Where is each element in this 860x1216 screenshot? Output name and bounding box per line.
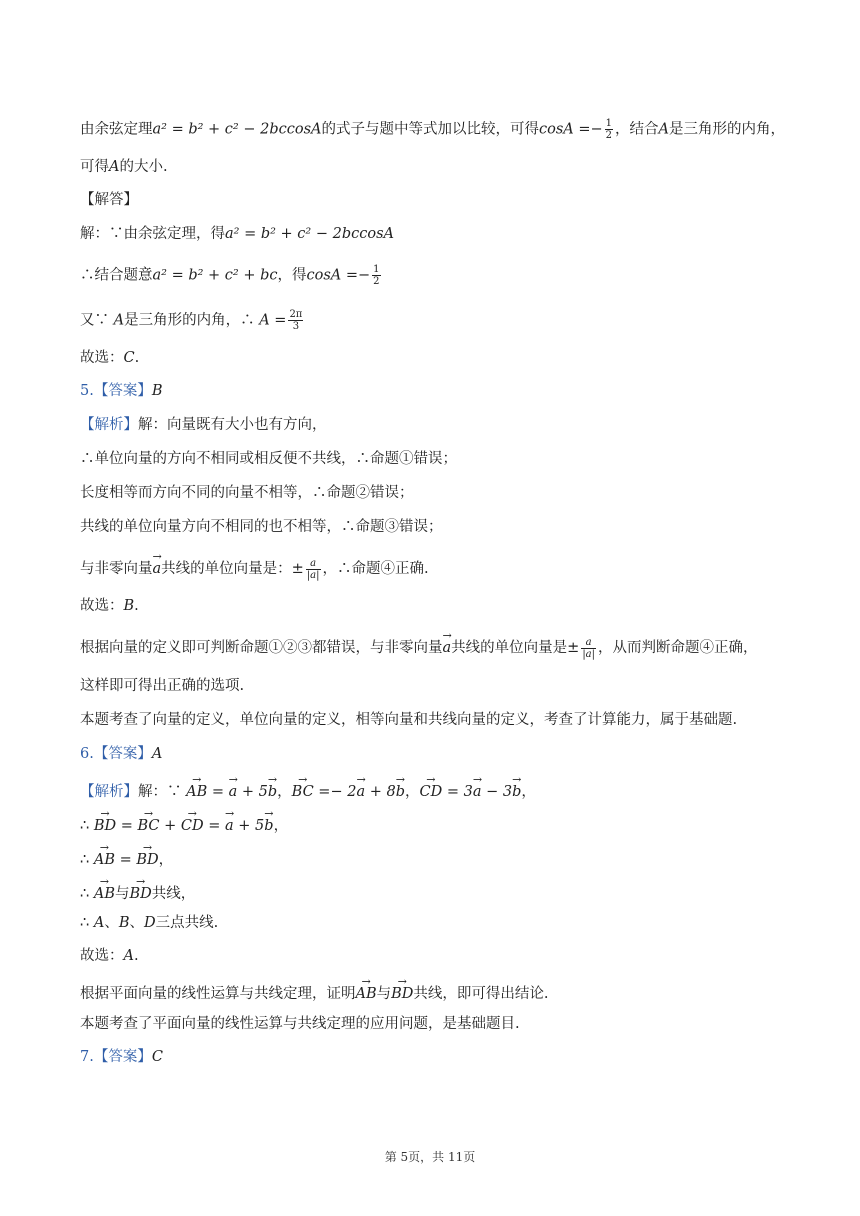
formula: = (203, 818, 226, 834)
text: 故选： (80, 350, 124, 366)
text: 解：∵由余弦定理，得 (80, 226, 225, 242)
formula: a² = b² + c² − 2bccosA (225, 226, 394, 242)
fraction (605, 118, 613, 141)
question-5-answer (80, 381, 780, 401)
analysis-line-1 (80, 118, 786, 141)
solution-heading: 【解答】 (80, 192, 138, 208)
text: ∴ (80, 886, 94, 902)
q6-comment-line (80, 980, 780, 1004)
fraction (372, 264, 380, 287)
vector-symbol: → AB (186, 778, 207, 802)
text: 共线， (151, 886, 196, 902)
fraction (581, 637, 596, 660)
formula: cosA =− (538, 121, 603, 138)
formula: D (143, 915, 156, 931)
q6-analysis-line-2 (80, 812, 780, 836)
formula: = (207, 784, 229, 800)
numerator: 2π (289, 309, 303, 320)
solution-line-3 (80, 309, 780, 332)
vector-symbol: → a (225, 812, 234, 836)
formula: a² = b² + c² + bc (152, 267, 278, 284)
text: 解：∵ (138, 784, 187, 800)
vector-symbol: → b (268, 778, 277, 802)
formula: A (113, 312, 125, 329)
answer-value: C (151, 1049, 163, 1065)
text: ∴ (80, 915, 94, 931)
page-footer: 第 5页，共 11页 (384, 1150, 476, 1164)
vector-symbol: → a (356, 778, 365, 802)
formula: = (114, 852, 137, 868)
numerator: a (306, 558, 321, 570)
text: ，得 (277, 267, 307, 284)
solution-line-1 (80, 224, 780, 244)
text: 共线的单位向量是：± (161, 561, 304, 577)
q5-comment-line-1 (80, 634, 780, 660)
formula: C (123, 350, 135, 366)
text: ∴结合题意 (80, 267, 153, 284)
numerator: 1 (373, 264, 380, 275)
formula: =− 2 (313, 784, 357, 800)
q6-analysis-line-1 (80, 778, 780, 802)
denominator: 2 (373, 276, 380, 287)
vector-symbol: → CD (420, 778, 443, 802)
q5-summary-line: 本题考查了向量的定义，单位向量的定义，相等向量和共线向量的定义，考查了计算能力，属于基础题. (80, 712, 738, 728)
text: ， (273, 818, 289, 834)
text: 解：向量既有大小也有方向， (138, 417, 327, 433)
vector-symbol: → BD (129, 880, 151, 904)
text: 可得 (80, 159, 109, 175)
formula: = (116, 818, 138, 834)
answer-value: A (151, 746, 163, 762)
vector-symbol: → BD (94, 812, 116, 836)
formula: A (123, 948, 134, 964)
answer-value: B (151, 383, 163, 399)
solution-line-2 (80, 264, 780, 287)
q6-summary-line: 本题考查了平面向量的线性运算与共线定理的应用问题，是基础题目. (80, 1016, 520, 1032)
text: ，从而判断命题④正确， (598, 640, 758, 656)
denominator: |a| (306, 569, 320, 581)
question-6-answer (80, 744, 780, 764)
formula: a² = b² + c² − 2bccosA (152, 121, 322, 138)
text: ， (521, 784, 536, 800)
formula: A = (259, 312, 287, 329)
text: 是三角形的内角， (669, 121, 786, 138)
text: ∴ (80, 852, 94, 868)
text: ， (277, 784, 292, 800)
q5-analysis-line-4: 共线的单位向量方向不相同的也不相等，∴命题③错误； (80, 519, 443, 535)
text: ，结合 (615, 121, 659, 138)
vector-symbol: → CD (181, 812, 204, 836)
q6-analysis-line-5 (80, 913, 780, 933)
q5-analysis-line-3: 长度相等而方向不同的向量不相等，∴命题②错误； (80, 485, 414, 501)
formula: B (118, 915, 130, 931)
q6-analysis-line-3 (80, 846, 780, 870)
text: 根据平面向量的线性运算与共线定理，证明 (80, 986, 356, 1002)
vector-symbol: → BC (138, 812, 160, 836)
question-7-answer (80, 1047, 780, 1067)
formula: − 3 (481, 784, 513, 800)
text: 由余弦定理 (80, 121, 153, 138)
formula: = 3 (442, 784, 473, 800)
vector-symbol: → a (473, 778, 482, 802)
text: 故选： (80, 598, 124, 614)
analysis-line-2 (80, 157, 780, 177)
text: 故选： (80, 948, 124, 964)
analysis-label: 【解析】 (80, 784, 138, 800)
q6-choice-line (80, 946, 780, 966)
answer-label: 6.【答案】 (80, 746, 152, 762)
text: 、 (104, 915, 119, 931)
choice-line (80, 348, 780, 368)
fraction (306, 558, 321, 581)
answer-label: 7.【答案】 (80, 1049, 152, 1065)
text: . (134, 350, 140, 366)
denominator: 2 (605, 130, 613, 141)
formula: A (658, 121, 670, 138)
vector-symbol: → a (443, 634, 452, 658)
text: 根据向量的定义即可判断命题①②③都错误，与非零向量 (80, 640, 443, 656)
formula: A (93, 915, 105, 931)
numerator: 1 (605, 118, 613, 129)
q5-choice-line (80, 596, 780, 616)
vector-symbol: → BD (136, 846, 158, 870)
formula: cosA =− (306, 267, 371, 284)
text: . (133, 948, 139, 964)
formula: + 8 (365, 784, 396, 800)
text: 是三角形的内角，∴ (124, 312, 260, 329)
text: 共线，即可得出结论. (413, 986, 549, 1002)
text: ， (405, 784, 420, 800)
denominator: 3 (292, 321, 300, 332)
vector-symbol: → a (153, 555, 162, 579)
q6-analysis-line-4 (80, 880, 780, 904)
vector-symbol: → AB (94, 880, 115, 904)
formula: + (159, 818, 181, 834)
answer-label: 5.【答案】 (80, 383, 152, 399)
formula: + 5 (237, 784, 268, 800)
q5-analysis-line-1 (80, 415, 780, 435)
vector-symbol: → AB (356, 980, 377, 1004)
vector-symbol: → AB (94, 846, 115, 870)
text: 的式子与题中等式加以比较，可得 (321, 121, 539, 138)
formula: B (123, 598, 135, 614)
q5-analysis-line-2: ∴单位向量的方向不相同或相反便不共线，∴命题①错误； (80, 451, 457, 467)
denominator: |a| (582, 648, 596, 660)
vector-symbol: → b (396, 778, 405, 802)
analysis-label: 【解析】 (80, 417, 138, 433)
formula: A (109, 159, 120, 175)
q5-analysis-line-5 (80, 555, 780, 581)
vector-symbol: → a (229, 778, 238, 802)
text: 、 (129, 915, 144, 931)
text: 的大小. (119, 159, 168, 175)
text: 与 (114, 886, 130, 902)
q5-comment-line-2: 这样即可得出正确的选项. (80, 678, 245, 694)
text: 三点共线. (155, 915, 219, 931)
vector-symbol: → BD (391, 980, 413, 1004)
vector-symbol: → b (264, 812, 273, 836)
text: ， (158, 852, 174, 868)
text: 共线的单位向量是± (451, 640, 580, 656)
text: 又∵ (80, 312, 114, 329)
text: 与非零向量 (80, 561, 153, 577)
vector-symbol: → b (512, 778, 521, 802)
text: . (134, 598, 139, 614)
text: ∴ (80, 818, 94, 834)
text: 与 (376, 986, 392, 1002)
text: ，∴命题④正确. (322, 561, 429, 577)
vector-symbol: → BC (292, 778, 314, 802)
fraction (288, 309, 303, 332)
formula: + 5 (233, 818, 265, 834)
numerator: a (581, 637, 596, 649)
